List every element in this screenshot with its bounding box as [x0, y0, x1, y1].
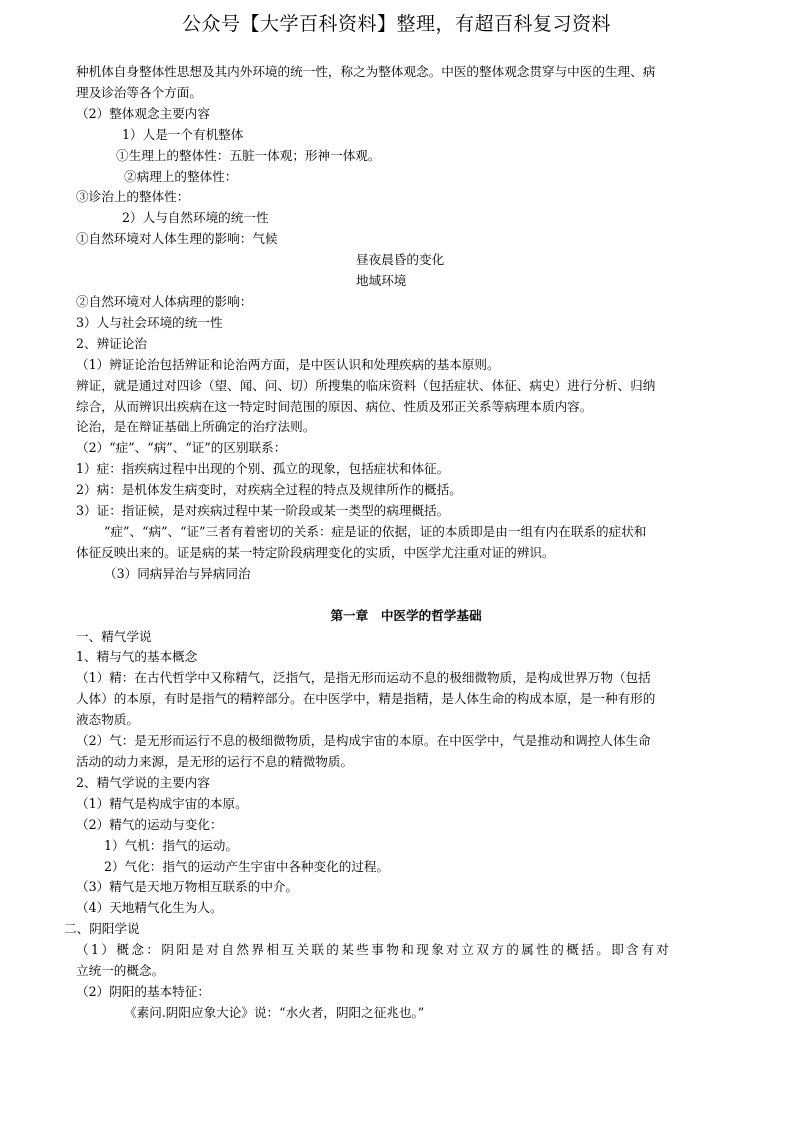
text-line: 人体）的本原，有时是指气的精粹部分。在中医学中，精是指精，是人体生命的构成本原，是一种有形的: [76, 691, 656, 707]
text-line: ③诊治上的整体性：: [76, 189, 190, 205]
text-line: （3）同病异治与异病同治: [104, 565, 251, 581]
text-line: （1）精气是构成宇宙的本原。: [76, 795, 248, 811]
text-line: （2）精气的运动与变化：: [76, 816, 223, 832]
spacer: [76, 585, 726, 606]
text-line: （4）天地精气化生为人。: [76, 900, 223, 916]
text-line: （2）“症”、“病”、“证”的区别联系：: [76, 440, 287, 456]
text-line: 液态物质。: [76, 712, 139, 728]
text-line: 体征反映出来的。证是病的某一特定阶段病理变化的实质，中医学尤注重对证的辨识。: [76, 544, 555, 560]
text-line: 3）证：指证候，是对疾病过程中某一阶段或某一类型的病理概括。: [76, 503, 450, 519]
text-line: 地域环境: [356, 273, 407, 289]
text-line: （3）精气是天地万物相互联系的中介。: [76, 879, 299, 895]
text-line: 种机体自身整体性思想及其内外环境的统一性，称之为整体观念。中医的整体观念贯穿与中医的生理、病: [76, 64, 656, 79]
text-line: 1）症：指疾病过程中出现的个别、孤立的现象，包括症状和体征。: [76, 461, 450, 477]
text-line: 昼夜晨昏的变化: [356, 252, 445, 268]
text-line: （2）阴阳的基本特征：: [76, 983, 210, 999]
text-line: 2、精气学说的主要内容: [76, 774, 210, 790]
chapter-heading: 第一章 中医学的哲学基础: [330, 607, 482, 623]
text-line: 活动的动力来源，是无形的运行不息的精微物质。: [76, 754, 354, 769]
text-line: ①生理上的整体性：五脏一体观；形神一体观。: [116, 147, 381, 163]
text-line: ②自然环境对人体病理的影响：: [76, 293, 253, 309]
text-line: 1、精与气的基本概念: [76, 649, 198, 665]
text-line: （2）整体观念主要内容: [76, 105, 210, 121]
text-line: 2）人与自然环境的统一性: [122, 210, 269, 226]
text-line: 3）人与社会环境的统一性: [76, 314, 223, 330]
section-heading: 一、精气学说: [76, 628, 152, 644]
text-line: （2）气：是无形而运行不息的极细微物质，是构成宇宙的本原。在中医学中，气是推动和调控人体生命: [76, 733, 651, 749]
document-body: [64, 62, 726, 1024]
text-line: 立统一的概念。: [76, 963, 165, 979]
text-line: 理及诊治等各个方面。: [76, 84, 202, 100]
text-line: 综合，从而辨识出疾病在这一特定时间范围的原因、病位、性质及邪正关系等病理本质内容。: [76, 398, 593, 414]
text-line: ②病理上的整体性：: [124, 168, 238, 184]
section-heading: 二、阴阳学说: [64, 921, 140, 937]
text-line: 论治，是在辩证基础上所确定的治疗法则。: [76, 419, 316, 435]
text-line: （1）精：在古代哲学中又称精气，泛指气，是指无形而运动不息的极细微物质，是构成世界万物（包括: [76, 670, 651, 686]
text-line: 1）人是一个有机整体: [122, 126, 244, 142]
text-line: （1）辨证论治包括辨证和论治两方面，是中医认识和处理疾病的基本原则。: [76, 356, 500, 372]
text-line: 辨证，就是通过对四诊（望、闻、问、切）所搜集的临床资料（包括症状、体征、病史）进行分析、归纳: [76, 377, 656, 393]
text-line: ①自然环境对人体生理的影响：气候: [76, 231, 278, 247]
text-line: 2）气化：指气的运动产生宇宙中各种变化的过程。: [104, 858, 390, 874]
page-header: 公众号【大学百科资料】整理，有超百科复习资料: [181, 13, 611, 35]
text-line: （1）概念：阴阳是对自然界相互关联的某些事物和现象对立双方的属性的概括。即含有对: [76, 942, 672, 958]
text-line: “症”、“病”、“证”三者有着密切的关系：症是证的依据，证的本质即是由一组有内在联系的症状和: [104, 523, 647, 539]
quote-line: 《素问.阴阳应象大论》说：“水火者，阴阳之征兆也。”: [124, 1004, 425, 1020]
text-line: 1）气机：指气的运动。: [104, 837, 238, 853]
text-line: 2）病：是机体发生病变时，对疾病全过程的特点及规律所作的概括。: [76, 482, 462, 498]
text-line: 2、辨证论治: [76, 335, 147, 351]
